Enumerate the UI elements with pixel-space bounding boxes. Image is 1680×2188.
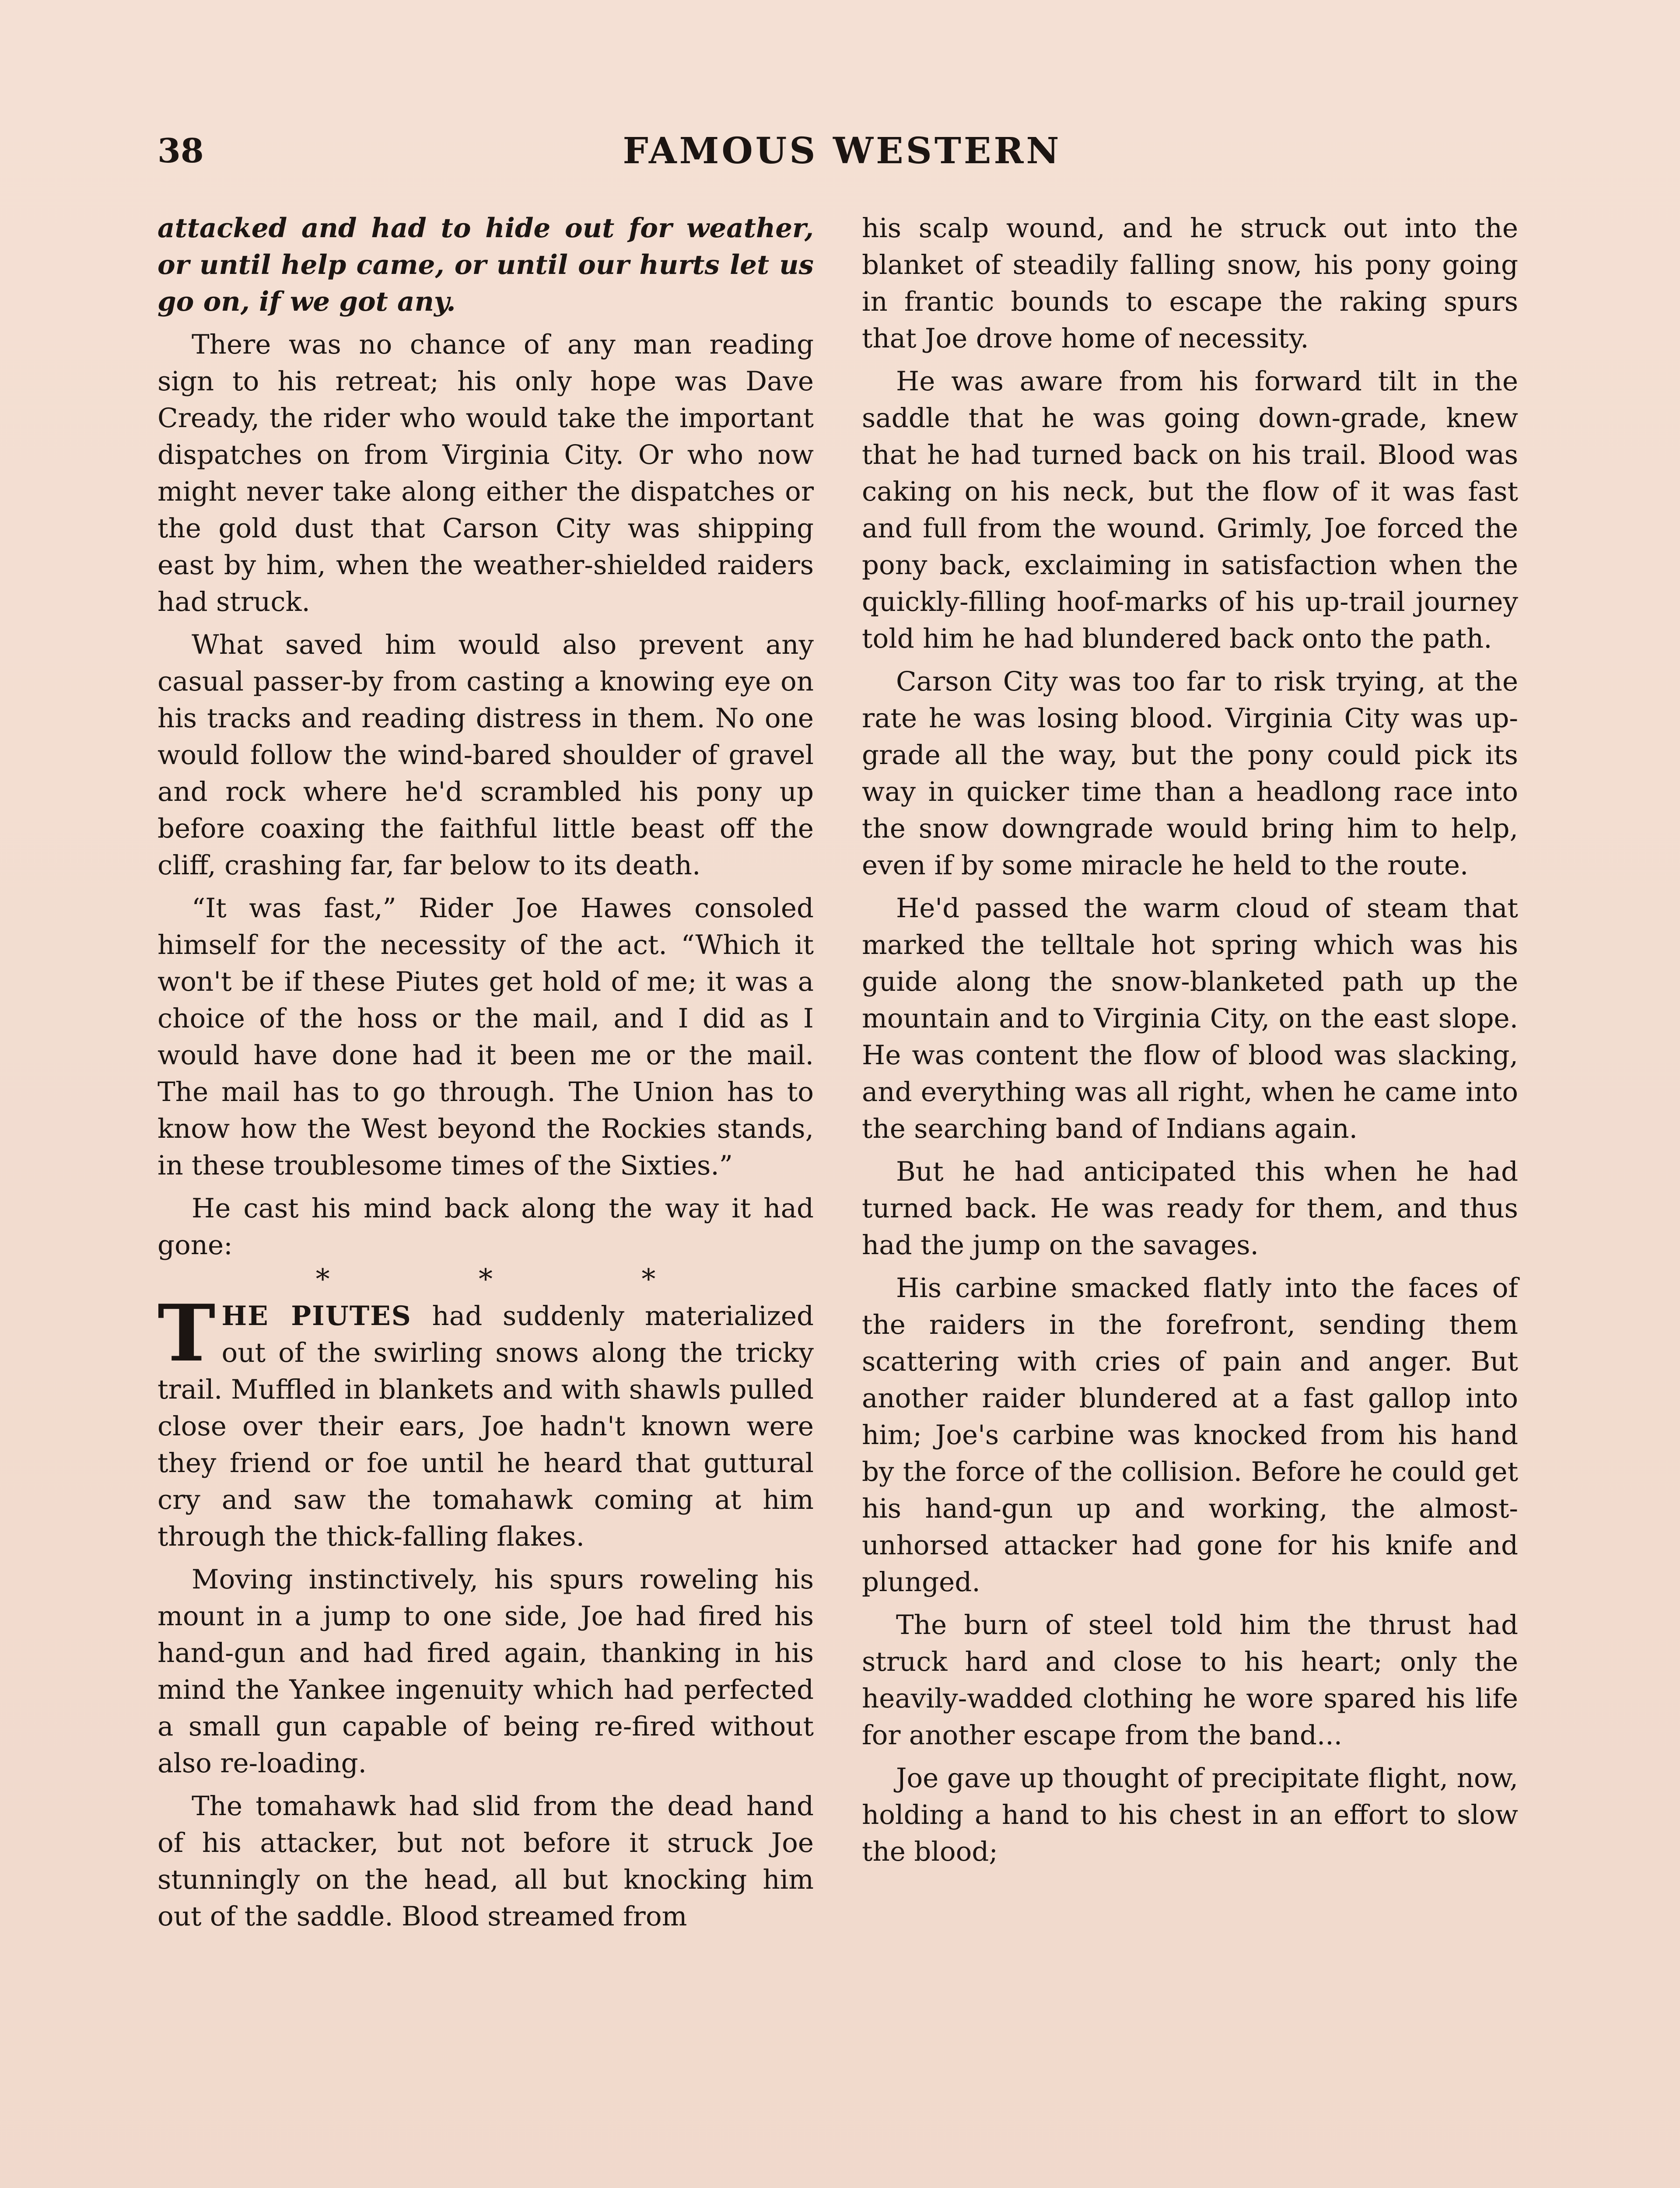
paragraph: Joe gave up thought of precipitate flight, now, holding a hand to his chest in an effort to slow the blood; bbox=[862, 1763, 1518, 1867]
continued-paragraph: attacked and had to hide out for weather, or until help came, or until our hurts let us go on, if we got any. bbox=[158, 213, 814, 317]
section-break: * * * bbox=[315, 1263, 726, 1296]
left-column bbox=[158, 210, 814, 1941]
paragraph: But he had anticipated this when he had turned back. He was ready for them, and thus had the jump on the savages. bbox=[862, 1156, 1518, 1261]
drop-cap: T bbox=[158, 1287, 216, 1379]
paragraph: His carbine smacked flatly into the faces of the raiders in the forefront, sending them scattering with cries of pain and anger. But another raider blundered at a fast gallop into him; Joe's carbine was knocked from his hand by the force of the collision. Before he could get his hand-gun up and working, the almost-unhorsed attacker had gone for his knife and plunged. bbox=[862, 1273, 1518, 1598]
section-opening-paragraph bbox=[158, 1287, 814, 1555]
paragraph: There was no chance of any man reading sign to his retreat; his only hope was Dave Cready, the rider who would take the important dispatches on from Virginia City. Or who now might never take along either the dispatches or the gold dust that Carson City was shipping east by him, when the weather-shielded raiders had struck. bbox=[158, 329, 814, 617]
paragraph: “It was fast,” Rider Joe Hawes consoled himself for the necessity of the act. “Which it won't be if these Piutes get hold of me; it was a choice of the hoss or the mail, and I did as I would have done had it been me or the mail. The mail has to go through. The Union has to know how the West beyond the Rockies stands, in these troublesome times of the Sixties.” bbox=[158, 893, 814, 1181]
magazine-title: FAMOUS WESTERN bbox=[623, 130, 1062, 172]
paragraph-text: had suddenly materialized out of the swirling snows along the tricky trail. Muffled in blankets and with shawls pulled close over their ears, Joe hadn't known were they friend or foe until he heard that guttural cry and saw the tomahawk coming at him through the thick-falling flakes. bbox=[158, 1301, 814, 1552]
paragraph: Carson City was too far to risk trying, at the rate he was losing blood. Virginia City was up-grade all the way, but the pony could pick its way in quicker time than a headlong race into the snow downgrade would bring him to help, even if by some miracle he held to the route. bbox=[862, 666, 1518, 881]
continued-paragraph: his scalp wound, and he struck out into the blanket of steadily falling snow, his pony going in frantic bounds to escape the raking spurs that Joe drove home of necessity. bbox=[862, 213, 1518, 354]
paragraph: The burn of steel told him the thrust had struck hard and close to his heart; only the heavily-wadded clothing he wore spared his life for another escape from the band... bbox=[862, 1609, 1518, 1751]
paragraph-lead: HE PIUTES bbox=[221, 1301, 412, 1332]
paragraph: He was aware from his forward tilt in the saddle that he was going down-grade, knew that he had turned back on his trail. Blood was caking on his neck, but the flow of it was fast and full from the wound. Grimly, Joe forced the pony back, exclaiming in satisfaction when the quickly-filling hoof-marks of his up-trail journey told him he had blundered back onto the path. bbox=[862, 366, 1518, 654]
page-number: 38 bbox=[158, 131, 204, 170]
paragraph: He cast his mind back along the way it had gone: bbox=[158, 1193, 814, 1261]
paragraph: He'd passed the warm cloud of steam that marked the telltale hot spring which was his guide along the snow-blanketed path up the mountain and to Virginia City, on the east slope. He was content the flow of blood was slacking, and everything was all right, when he came into the searching band of Indians again. bbox=[862, 893, 1518, 1144]
paragraph: The tomahawk had slid from the dead hand of his attacker, but not before it struck Joe stunningly on the head, all but knocking him out of the saddle. Blood streamed from bbox=[158, 1791, 814, 1932]
page-header bbox=[158, 127, 1527, 175]
right-column bbox=[862, 210, 1518, 1876]
paragraph: Moving instinctively, his spurs roweling his mount in a jump to one side, Joe had fired his hand-gun and had fired again, thanking in his mind the Yankee ingenuity which had perfected a small gun capable of being re-fired without also re-loading. bbox=[158, 1564, 814, 1779]
paragraph: What saved him would also prevent any casual passer-by from casting a knowing eye on his tracks and reading distress in them. No one would follow the wind-bared shoulder of gravel and rock where he'd scrambled his pony up before coaxing the faithful little beast off the cliff, crashing far, far below to its death. bbox=[158, 629, 814, 881]
